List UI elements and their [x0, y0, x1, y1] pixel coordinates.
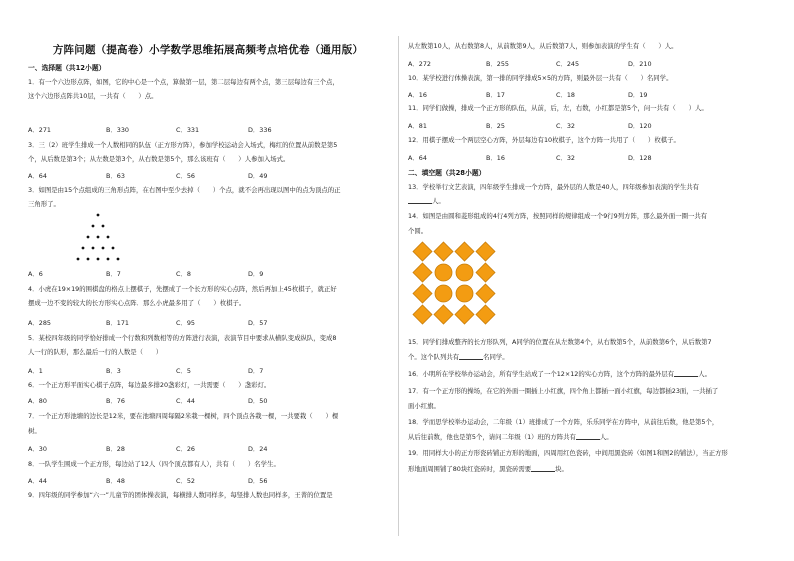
diamond-shape [476, 242, 495, 261]
circle-diamond-array-figure [412, 241, 496, 325]
diamond-shape [413, 305, 432, 324]
q7-line-2: 树。 [28, 427, 41, 435]
triangle-dot [87, 236, 90, 239]
q13-line-2 [408, 197, 445, 205]
q5-option-a: A．1 [28, 367, 43, 375]
q18-tail: 人。 [599, 433, 613, 441]
q12-option-a: A．64 [408, 154, 427, 162]
q6-options [28, 396, 267, 405]
diamond-shape [413, 284, 432, 303]
q11-option-c: C．32 [556, 122, 575, 130]
triangle-dot [97, 258, 100, 261]
q10-option-b: B．17 [486, 91, 505, 99]
triangle-dot [87, 258, 90, 261]
q9-continued-line: 从左数第10人，从右数第8人，从前数第9人，从后数第7人，则参加表演的学生有（ ）人。 [408, 42, 678, 50]
q11-options [408, 121, 652, 130]
q9-option-a: A．272 [408, 60, 431, 68]
q8-line-1: 8．一队学生围成一个正方形，每边站了12人（四个顶点都有人），共有（ ）名学生。 [28, 460, 280, 468]
q6-option-b: B．76 [106, 397, 125, 405]
q8-option-d: D．56 [248, 477, 268, 485]
q15-tail: 名同学。 [483, 353, 509, 361]
q3b-option-a: A．6 [28, 270, 43, 278]
q10-option-a: A．16 [408, 91, 427, 99]
q7-options [28, 444, 267, 453]
q7-option-a: A．30 [28, 445, 47, 453]
q7-line-1: 7．一个正方形池塘的边长是12米，要在池塘四周每隔2米栽一棵树，四个顶点各栽一棵，一共要栽（ ）棵 [28, 412, 339, 420]
q5-options [28, 366, 263, 375]
q17-line-1: 17．有一个正方形的操场，在它的外面一圈插上小红旗，四个角上都插一面小红旗，每边都插23面，一共插了 [408, 387, 719, 395]
q1-option-c: C．331 [176, 126, 200, 134]
diamond-shape [455, 305, 474, 324]
q4-option-c: C．95 [176, 319, 195, 327]
q10-option-d: D．19 [628, 91, 648, 99]
q12-option-b: B．16 [486, 154, 505, 162]
q15-head: 个。这个队列共有 [408, 353, 460, 361]
circle-shape [456, 285, 473, 302]
q8-option-c: C．52 [176, 477, 195, 485]
q14-line-1: 14．如图是由圆和菱形组成的4行4列方阵，按照同样的规律组成一个9行9列方阵，那么最外面一圈一共有 [408, 212, 708, 220]
q17-line-2: 面小红旗。 [408, 402, 440, 410]
q4-option-b: B．171 [106, 319, 129, 327]
triangle-dot [117, 258, 120, 261]
q3-option-c: C．56 [176, 172, 195, 180]
q18-blank [576, 433, 600, 440]
q9-line-1: 9．四年级的同学参加“六一”儿童节的团体操表演，每横排人数同样多，每竖排人数也同样多，王菁的位置是 [28, 491, 333, 499]
q16-blank [674, 370, 698, 377]
q4-line-2: 摆成一边不变的较大的长方形实心点阵．那么小虎最多用了（ ）枚棋子。 [28, 299, 246, 307]
q9-options [408, 59, 652, 68]
q10-line-1: 10．某学校进行体操表演，第一排的同学排成5×5的方阵，则最外层一共有（ ）名同学。 [408, 74, 673, 82]
q5-option-d: D．7 [248, 367, 264, 375]
q3-option-a: A．64 [28, 172, 47, 180]
diamond-shape [434, 242, 453, 261]
q19-head: 形地面周围铺了80块红瓷砖时，黑瓷砖需要 [408, 465, 532, 473]
triangle-dot [82, 247, 85, 250]
q19-line-2 [408, 465, 568, 473]
q1-options [28, 125, 272, 134]
q3-line-2: 个，从后数是第3个；从左数是第3个，从右数是第5个，那么该班有（ ）人参加入场式。 [28, 155, 290, 163]
q9-option-b: B．255 [486, 60, 509, 68]
q13-blank [408, 197, 432, 204]
q12-options [408, 153, 652, 162]
q16-tail: 人。 [698, 370, 711, 378]
circle-shape [456, 264, 473, 281]
triangle-dot [77, 258, 80, 261]
circle-shape [435, 264, 452, 281]
q15-line-1: 15．同学们排成整齐的长方形队列，A同学的位置在从左数第4个，从右数第5个，从前数第6个，从后数第7 [408, 338, 712, 346]
q13-tail: 人。 [432, 197, 445, 205]
q19-line-1: 19．用同样大小的正方形瓷砖铺正方形的地面，四周用红色瓷砖，中间用黑瓷砖（如图1和图2的铺法），当正方形 [408, 449, 728, 457]
triangle-dot [107, 258, 110, 261]
diamond-shape [413, 242, 432, 261]
q12-option-d: D．128 [628, 154, 652, 162]
q9-option-d: D．210 [628, 60, 652, 68]
q3-option-b: B．63 [106, 172, 125, 180]
column-divider [398, 36, 399, 536]
q18-head: 从后往前数，他也是第5个，请问二年级（1）班的方阵共有 [408, 433, 576, 441]
q6-option-c: C．44 [176, 397, 195, 405]
q3b-line-1: 3．如图是由15个点组成的三角形点阵，在右图中至少去掉（ ）个点，就不会再出现以图中的点为顶点的正 [28, 186, 341, 194]
q3b-option-b: B．7 [106, 270, 121, 278]
diamond-shape [476, 263, 495, 282]
q11-option-a: A．81 [408, 122, 427, 130]
q14-line-2: 个圆。 [408, 227, 428, 235]
q11-option-d: D．120 [628, 122, 652, 130]
q3-line-1: 3．三（2）班学生排成一个人数相同的队伍（正方形方阵），参加学校运动会入场式，梅红的位置从前数是第5 [28, 141, 338, 149]
q1-line-1: 1．有一个六边形点阵，如图，它的中心是一个点，算做第一层，第二层每边有两个点，第三层每边有三个点， [28, 78, 339, 86]
q4-options [28, 318, 267, 327]
q5-line-2: 人一行的队形，那么最后一行的人数是（ ） [28, 348, 163, 356]
q10-options [408, 90, 647, 99]
q18-line-2 [408, 433, 613, 441]
q1-line-2: 这个六边形点阵共10层，一共有（ ）点。 [28, 92, 158, 100]
q6-option-d: D．50 [248, 397, 268, 405]
q11-line-1: 11．同学们做操，排成一个正方形的队伍，从前，后，左，右数，小红都是第5个，问一共有（ ）人。 [408, 104, 708, 112]
q1-option-a: A．271 [28, 126, 51, 134]
q13-line-1: 13．学校举行文艺表演，四年级学生排成一个方阵，最外层的人数是40人，四年级参加表演的学生共有 [408, 183, 700, 191]
q12-option-c: C．32 [556, 154, 575, 162]
q3-options [28, 171, 267, 180]
q8-option-b: B．48 [106, 477, 125, 485]
q5-option-c: C．5 [176, 367, 191, 375]
q19-tail: 块。 [555, 465, 568, 473]
q18-line-1: 18．学而思学校举办运动会，二年级（1）班排成了一个方阵，乐乐同学在方阵中，从前往后数，他是第5个， [408, 418, 719, 426]
diamond-shape [476, 305, 495, 324]
q19-blank [531, 465, 555, 472]
q7-option-c: C．26 [176, 445, 195, 453]
q5-option-b: B．3 [106, 367, 121, 375]
q1-option-b: B．330 [106, 126, 129, 134]
section-heading-choice: 一、选择题（共12小题） [28, 64, 106, 72]
q4-option-d: D．57 [248, 319, 268, 327]
q12-line-1: 12．用棋子摆成一个两层空心方阵，外层每边有10枚棋子，这个方阵一共用了（ ）枚棋子。 [408, 136, 680, 144]
triangle-dot [112, 247, 115, 250]
q10-option-c: C．18 [556, 91, 575, 99]
q16-head: 16．小明所在学校举办运动会，所有学生站成了一个12×12的实心方阵，这个方阵的最外层有 [408, 370, 675, 378]
diamond-shape [476, 284, 495, 303]
triangle-dot [92, 225, 95, 228]
triangle-dot [97, 236, 100, 239]
q7-option-b: B．28 [106, 445, 125, 453]
q8-option-a: A．44 [28, 477, 47, 485]
q4-line-1: 4．小虎在19×19的围棋盘的格点上摆棋子，先摆成了一个长方形的实心点阵，然后再加上45枚棋子，就正好 [28, 285, 337, 293]
diamond-shape [455, 242, 474, 261]
triangle-dot [92, 247, 95, 250]
triangle-dot [102, 247, 105, 250]
page-title: 方阵问题（提高卷）小学数学思维拓展高频考点培优卷（通用版） [52, 44, 364, 56]
q16-line-1 [408, 370, 711, 378]
q5-line-1: 5．某校四年级的同学恰好排成一个行数和列数相等的方阵进行表演，表演节目中要求从横队变成纵队，变成8 [28, 334, 337, 342]
section-heading-fill: 二、填空题（共28小题） [408, 169, 486, 177]
triangle-dot-array-figure [68, 210, 128, 266]
diamond-shape [413, 263, 432, 282]
q3b-line-2: 三角形了。 [28, 200, 60, 208]
q15-blank [459, 353, 483, 360]
q6-option-a: A．80 [28, 397, 47, 405]
q1-option-d: D．336 [248, 126, 272, 134]
q7-option-d: D．24 [248, 445, 268, 453]
triangle-dot [102, 225, 105, 228]
q6-line-1: 6．一个正方形平面实心棋子点阵，每边最多排20盏彩灯，一共需要（ ）盏彩灯。 [28, 381, 271, 389]
triangle-dot [107, 236, 110, 239]
circle-shape [435, 285, 452, 302]
q15-line-2 [408, 353, 509, 361]
triangle-dot [97, 214, 100, 217]
q9-option-c: C．245 [556, 60, 580, 68]
q3b-option-d: D．9 [248, 270, 264, 278]
q8-options [28, 476, 267, 485]
q11-option-b: B．25 [486, 122, 505, 130]
q3b-option-c: C．8 [176, 270, 191, 278]
diamond-shape [434, 305, 453, 324]
q3-option-d: D．49 [248, 172, 268, 180]
q3b-options [28, 269, 263, 278]
q4-option-a: A．285 [28, 319, 51, 327]
